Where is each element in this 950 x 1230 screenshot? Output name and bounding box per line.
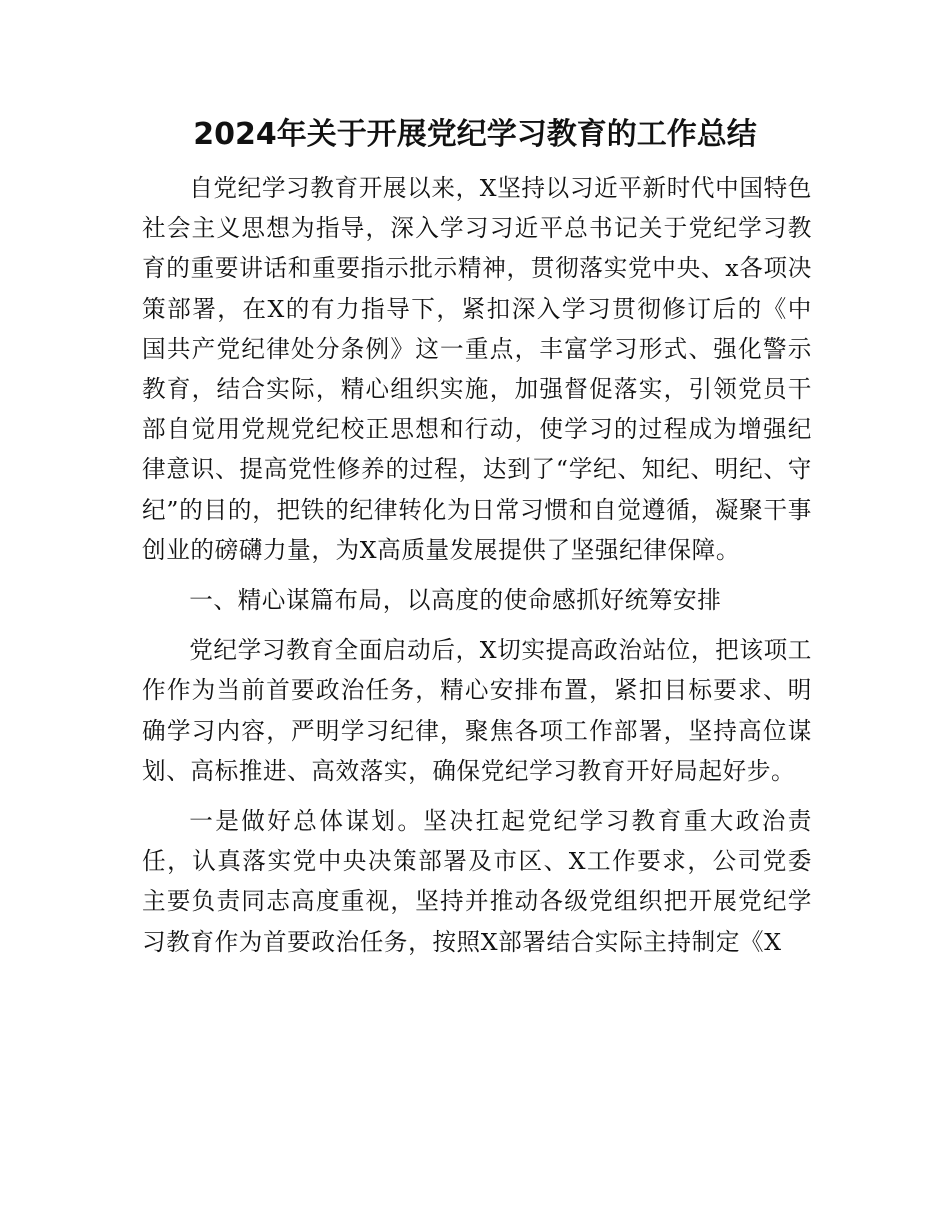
intro-paragraph: 自党纪学习教育开展以来，X坚持以习近平新时代中国特色社会主义思想为指导，深入学习习近平总书记关于党纪学习教育的重要讲话和重要指示批示精神，贯彻落实党中央、x各项决策部署，在X的有力指导下，紧扣深入学习贯彻修订后的《中国共产党纪律处分条例》这一重点，丰富学习形式、强化警示教育，结合实际，精心组织实施，加强督促落实，引领党员干部自觉用党规党纪校正思想和行动，使学习的过程成为增强纪律意识、提高党性修养的过程，达到了“学纪、知纪、明纪、守纪”的目的，把铁的纪律转化为日常习惯和自觉遵循，凝聚干事创业的磅礴力量，为X高质量发展提供了坚强纪律保障。 [142,174,812,564]
point-paragraph: 一是做好总体谋划。坚决扛起党纪学习教育重大政治责任，认真落实党中央决策部署及市区、X工作要求，公司党委主要负责同志高度重视，坚持并推动各级党组织把开展党纪学习教育作为首要政治任务，按照X部署结合实际主持制定《X [142,807,812,956]
document-body [142,168,812,972]
document-title: 2024年关于开展党纪学习教育的工作总结 [193,117,757,152]
section-paragraph: 党纪学习教育全面启动后，X切实提高政治站位，把该项工作作为当前首要政治任务，精心安排布置，紧扣目标要求、明确学习内容，严明学习纪律，聚焦各项工作部署，坚持高位谋划、高标推进、高效落实，确保党纪学习教育开好局起好步。 [142,636,812,785]
section-heading: 一、精心谋篇布局，以高度的使命感抓好统筹安排 [189,586,722,615]
